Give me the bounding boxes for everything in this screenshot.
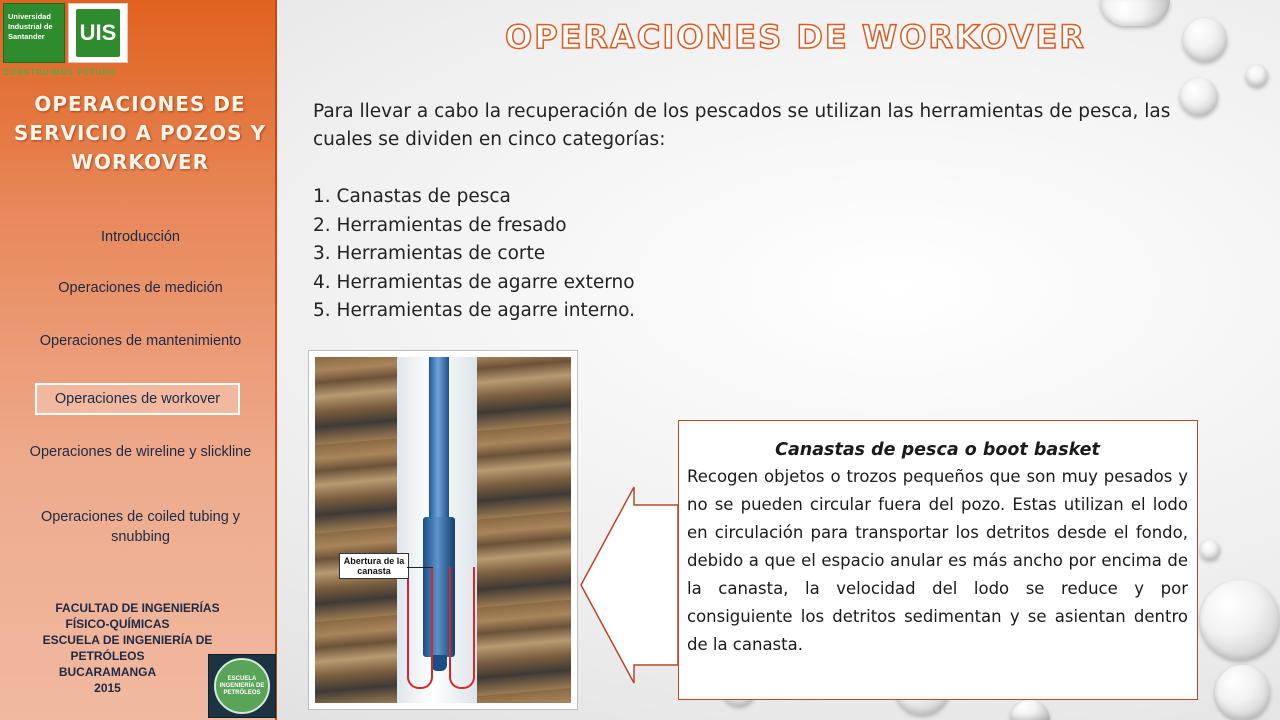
faculty-line: PETRÓLEOS [70, 649, 145, 663]
faculty-line: FACULTAD DE INGENIERÍAS [55, 601, 220, 615]
basket-opening-label: Abertura de la canasta [339, 553, 409, 579]
faculty-line: FÍSICO-QUÍMICAS [65, 617, 170, 631]
description-title: Canastas de pesca o boot basket [775, 440, 1100, 460]
flow-arrow-right [449, 567, 475, 689]
nav-operaciones-medicion[interactable]: Operaciones de medición [58, 280, 223, 296]
university-slogan: CONSTRUIMOS FUTURO [3, 68, 117, 77]
list-item: 4. Herramientas de agarre externo [313, 271, 635, 293]
list-item: 5. Herramientas de agarre interno. [313, 300, 635, 321]
page-title: OPERACIONES DE WORKOVER [505, 18, 1087, 56]
faculty-line: BUCARAMANGA [58, 665, 157, 679]
bubble-decoration [1246, 65, 1268, 87]
bubble-decoration [1180, 78, 1218, 116]
description-box [678, 420, 1198, 700]
flow-arrow-left [407, 567, 433, 689]
wellbore-image [315, 357, 571, 703]
callout-line [407, 567, 433, 568]
nav-introduccion[interactable]: Introducción [101, 229, 180, 245]
bubble-decoration [1200, 580, 1280, 660]
description-body: Recogen objetos o trozos pequeños que son muy pesados y no se pueden circular fuera del pozo. Estas utilizan el lodo en circulación para transportar los detritos desde el fondo, debido a que el espacio anular es más ancho por encima de la canasta, la velocidad del lodo se reduce y por consiguiente los detritos sedimentan y se asientan dentro de la canasta. [687, 467, 1188, 654]
university-label: Universidad Industrial de Santander [3, 3, 65, 63]
nav-operaciones-wireline[interactable]: Operaciones de wireline y slickline [29, 444, 252, 460]
faculty-line: 2015 [94, 681, 121, 695]
tool-category-list [313, 183, 635, 326]
nav-operaciones-coiled-tubing[interactable]: Operaciones de coiled tubing y snubbing [40, 509, 241, 545]
uis-logo [68, 3, 128, 63]
sidebar-title: OPERACIONES DE SERVICIO A POZOS Y WORKOVER [14, 92, 266, 174]
bubble-decoration [1200, 540, 1220, 560]
left-arrow-icon [578, 485, 682, 685]
list-item: 2. Herramientas de fresado [313, 214, 567, 236]
school-logo-badge: ESCUELA INGENIERÍA DE PETRÓLEOS [214, 658, 270, 714]
bubble-decoration [1183, 18, 1227, 62]
drill-pipe [429, 357, 449, 527]
nav-operaciones-workover[interactable]: Operaciones de workover [35, 383, 240, 415]
basket-tool-end [431, 655, 447, 671]
nav-operaciones-mantenimiento[interactable]: Operaciones de mantenimiento [39, 333, 242, 349]
school-logo [208, 654, 276, 718]
list-item: 1. Canastas de pesca [313, 186, 511, 207]
uis-logo-mark: UIS [76, 9, 120, 57]
bubble-decoration [1215, 665, 1270, 720]
sidebar [0, 0, 277, 720]
boot-basket-illustration [308, 350, 578, 710]
intro-paragraph: Para llevar a cabo la recuperación de los pescados se utilizan las herramientas de pesca, las cuales se dividen en cinco categorías: [313, 101, 1171, 150]
faculty-line: ESCUELA DE INGENIERÍA DE [42, 633, 213, 647]
list-item: 3. Herramientas de corte [313, 243, 546, 264]
